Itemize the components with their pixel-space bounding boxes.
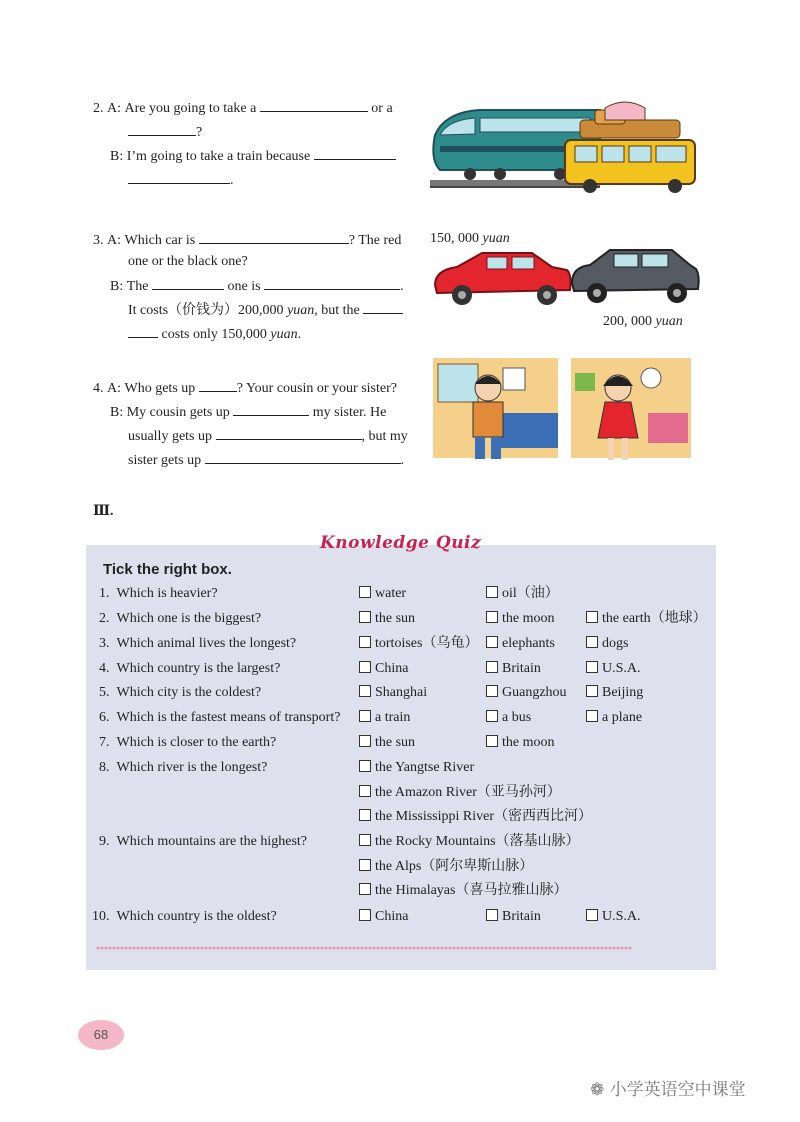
- quiz-question-text: Which is the fastest means of transport?: [116, 710, 341, 725]
- checkbox[interactable]: [359, 661, 371, 673]
- quiz-question-text: Which animal lives the longest?: [116, 636, 297, 651]
- quiz-option-label: tortoises（乌龟）: [375, 636, 479, 651]
- quiz-question-number: 8.: [99, 760, 110, 775]
- quiz-option[interactable]: [359, 610, 415, 628]
- quiz-option-label: the Amazon River（亚马孙河）: [375, 784, 561, 800]
- ex3-line3: B: The one is .: [110, 275, 404, 296]
- ex4-line3: usually gets up , but my: [128, 425, 408, 446]
- checkbox[interactable]: [359, 685, 371, 697]
- quiz-option-label: water: [375, 586, 407, 601]
- quiz-question-6: [99, 709, 340, 727]
- quiz-option-label: U.S.A.: [602, 909, 641, 924]
- ex2-blank-1[interactable]: [260, 97, 368, 112]
- quiz-option[interactable]: [359, 734, 415, 752]
- ex4-line2: B: My cousin gets up my sister. He: [110, 401, 386, 422]
- quiz-option-label: Beijing: [602, 685, 644, 700]
- quiz-option-label: Britain: [502, 661, 541, 676]
- quiz-option-label: the Yangtse River: [375, 760, 475, 775]
- quiz-option[interactable]: [359, 908, 408, 926]
- quiz-option-label: U.S.A.: [602, 661, 641, 676]
- checkbox[interactable]: [486, 735, 498, 747]
- ex3-blank-2[interactable]: [152, 275, 224, 290]
- ex2-blank-2[interactable]: [128, 121, 196, 136]
- ex4-blank-4[interactable]: [205, 449, 401, 464]
- ex2-line2: ?: [128, 121, 202, 142]
- ex3-line1: 3. A: Which car is ? The red: [93, 229, 401, 250]
- quiz-option[interactable]: [359, 585, 406, 603]
- quiz-option-label: the Mississippi River（密西西比河）: [375, 809, 593, 824]
- quiz-question-number: 1.: [99, 586, 110, 601]
- ex4-blank-1[interactable]: [199, 377, 237, 392]
- star-divider: **************************************************************************************************************************************: [96, 945, 632, 954]
- quiz-question-number: 9.: [99, 834, 110, 849]
- quiz-option-label: Britain: [502, 909, 541, 924]
- train-bus-illustration: [430, 100, 700, 195]
- quiz-question-8: [99, 759, 267, 777]
- ex3-blank-3[interactable]: [264, 275, 400, 290]
- checkbox[interactable]: [486, 636, 498, 648]
- checkbox[interactable]: [586, 636, 598, 648]
- knowledge-quiz-box: [86, 545, 716, 970]
- wechat-icon: ❁: [590, 1080, 605, 1100]
- quiz-question-5: [99, 684, 261, 702]
- quiz-question-text: Which is closer to the earth?: [116, 735, 277, 750]
- quiz-option-label: the sun: [375, 611, 416, 626]
- quiz-question-text: Which river is the longest?: [116, 760, 268, 775]
- quiz-option-label: China: [375, 661, 409, 676]
- quiz-option[interactable]: [359, 784, 561, 802]
- ex4-line4: sister gets up .: [128, 449, 404, 470]
- ex2-blank-3[interactable]: [314, 145, 396, 160]
- quiz-question-9: [99, 833, 307, 851]
- quiz-option[interactable]: [586, 684, 643, 702]
- quiz-option-label: the moon: [502, 611, 555, 626]
- ex2-line4: .: [128, 169, 234, 190]
- quiz-question-number: 3.: [99, 636, 110, 651]
- checkbox[interactable]: [486, 586, 498, 598]
- quiz-option-label: a train: [375, 710, 411, 725]
- quiz-option[interactable]: [586, 660, 641, 678]
- quiz-question-text: Which country is the largest?: [116, 661, 281, 676]
- checkbox[interactable]: [359, 636, 371, 648]
- quiz-option[interactable]: [359, 833, 580, 851]
- quiz-question-number: 2.: [99, 611, 110, 626]
- quiz-question-number: 6.: [99, 710, 110, 725]
- checkbox[interactable]: [486, 685, 498, 697]
- quiz-question-text: Which mountains are the highest?: [116, 834, 307, 849]
- quiz-question-1: [99, 585, 218, 603]
- checkbox[interactable]: [359, 710, 371, 722]
- quiz-option-label: dogs: [602, 636, 629, 651]
- quiz-option-label: elephants: [502, 636, 555, 651]
- quiz-option-label: the Himalayas（喜马拉雅山脉）: [375, 883, 568, 898]
- quiz-option[interactable]: [359, 808, 592, 826]
- checkbox[interactable]: [486, 909, 498, 921]
- checkbox[interactable]: [486, 710, 498, 722]
- checkbox[interactable]: [359, 834, 371, 846]
- checkbox[interactable]: [486, 611, 498, 623]
- watermark: ❁ 小学英语空中课堂: [590, 1080, 746, 1100]
- quiz-question-number: 4.: [99, 661, 110, 676]
- quiz-option-label: the Alps（阿尔卑斯山脉）: [375, 858, 534, 874]
- quiz-option[interactable]: [359, 882, 567, 900]
- quiz-question-number: 5.: [99, 685, 110, 700]
- quiz-question-4: [99, 660, 280, 678]
- quiz-option[interactable]: [359, 858, 533, 876]
- checkbox[interactable]: [359, 760, 371, 772]
- checkbox[interactable]: [586, 710, 598, 722]
- ex3-line4: It costs（价钱为）200,000 yuan, but the: [128, 299, 403, 320]
- quiz-option[interactable]: [486, 908, 541, 926]
- checkbox[interactable]: [586, 909, 598, 921]
- ex2-line3: B: I’m going to take a train because: [110, 145, 396, 166]
- quiz-option[interactable]: [359, 709, 410, 727]
- quiz-option[interactable]: [586, 709, 642, 727]
- quiz-question-3: [99, 635, 296, 653]
- checkbox[interactable]: [359, 809, 371, 821]
- quiz-option[interactable]: [359, 635, 478, 653]
- quiz-option-label: a plane: [602, 710, 643, 725]
- checkbox[interactable]: [359, 611, 371, 623]
- quiz-option[interactable]: [359, 660, 408, 678]
- boy-girl-illustration: [433, 358, 691, 466]
- page-number: 68: [78, 1020, 124, 1050]
- quiz-question-10: [92, 908, 277, 926]
- quiz-option-label: a bus: [502, 710, 532, 725]
- quiz-option-label: Guangzhou: [502, 685, 567, 700]
- cars-illustration: [432, 245, 700, 313]
- quiz-option[interactable]: [586, 610, 707, 628]
- checkbox[interactable]: [359, 735, 371, 747]
- checkbox[interactable]: [359, 909, 371, 921]
- quiz-option-label: the sun: [375, 735, 416, 750]
- ex4-line1: 4. A: Who gets up ? Your cousin or your sister?: [93, 377, 397, 398]
- section-3-label: Ⅲ.: [93, 504, 114, 519]
- ex2-blank-4[interactable]: [128, 169, 230, 184]
- quiz-option-label: the earth（地球）: [602, 611, 707, 626]
- checkbox[interactable]: [359, 785, 371, 797]
- ex3-line2: one or the black one?: [128, 254, 248, 269]
- quiz-option[interactable]: [486, 709, 531, 727]
- ex3-blank-4[interactable]: [363, 299, 403, 314]
- quiz-title: Knowledge Quiz: [320, 533, 482, 553]
- ex2-line1: 2. A: Are you going to take a or a: [93, 97, 393, 118]
- quiz-question-text: Which one is the biggest?: [116, 611, 262, 626]
- ex3-blank-1[interactable]: [199, 229, 349, 244]
- quiz-option[interactable]: [486, 635, 555, 653]
- ex3-blank-5[interactable]: [128, 323, 158, 338]
- quiz-question-2: [99, 610, 261, 628]
- quiz-instruction: Tick the right box.: [103, 561, 232, 578]
- checkbox[interactable]: [359, 586, 371, 598]
- quiz-option[interactable]: [586, 908, 641, 926]
- quiz-question-text: Which is heavier?: [116, 586, 218, 601]
- ex3-line5: costs only 150,000 yuan.: [128, 323, 301, 344]
- quiz-question-text: Which city is the coldest?: [116, 685, 262, 700]
- quiz-option[interactable]: [586, 635, 628, 653]
- checkbox[interactable]: [586, 685, 598, 697]
- quiz-question-number: 10.: [92, 909, 110, 924]
- ex4-blank-2[interactable]: [233, 401, 309, 416]
- checkbox[interactable]: [586, 661, 598, 673]
- checkbox[interactable]: [359, 883, 371, 895]
- quiz-option-label: China: [375, 909, 409, 924]
- quiz-option[interactable]: [486, 734, 555, 752]
- ex4-blank-3[interactable]: [216, 425, 362, 440]
- quiz-option-label: oil（油）: [502, 586, 559, 601]
- quiz-option[interactable]: [486, 585, 559, 603]
- quiz-option[interactable]: [359, 684, 427, 702]
- quiz-option-label: the moon: [502, 735, 555, 750]
- quiz-option[interactable]: [486, 610, 555, 628]
- quiz-question-number: 7.: [99, 735, 110, 750]
- quiz-option[interactable]: [486, 660, 541, 678]
- quiz-question-text: Which country is the oldest?: [116, 909, 277, 924]
- checkbox[interactable]: [486, 661, 498, 673]
- quiz-option-label: the Rocky Mountains（落基山脉）: [375, 834, 580, 849]
- price-black-car: 200, 000 yuan: [603, 314, 683, 329]
- quiz-option-label: Shanghai: [375, 685, 428, 700]
- quiz-option[interactable]: [486, 684, 567, 702]
- quiz-question-7: [99, 734, 276, 752]
- price-red-car: 150, 000 yuan: [430, 231, 510, 246]
- checkbox[interactable]: [359, 859, 371, 871]
- checkbox[interactable]: [586, 611, 598, 623]
- quiz-option[interactable]: [359, 759, 474, 777]
